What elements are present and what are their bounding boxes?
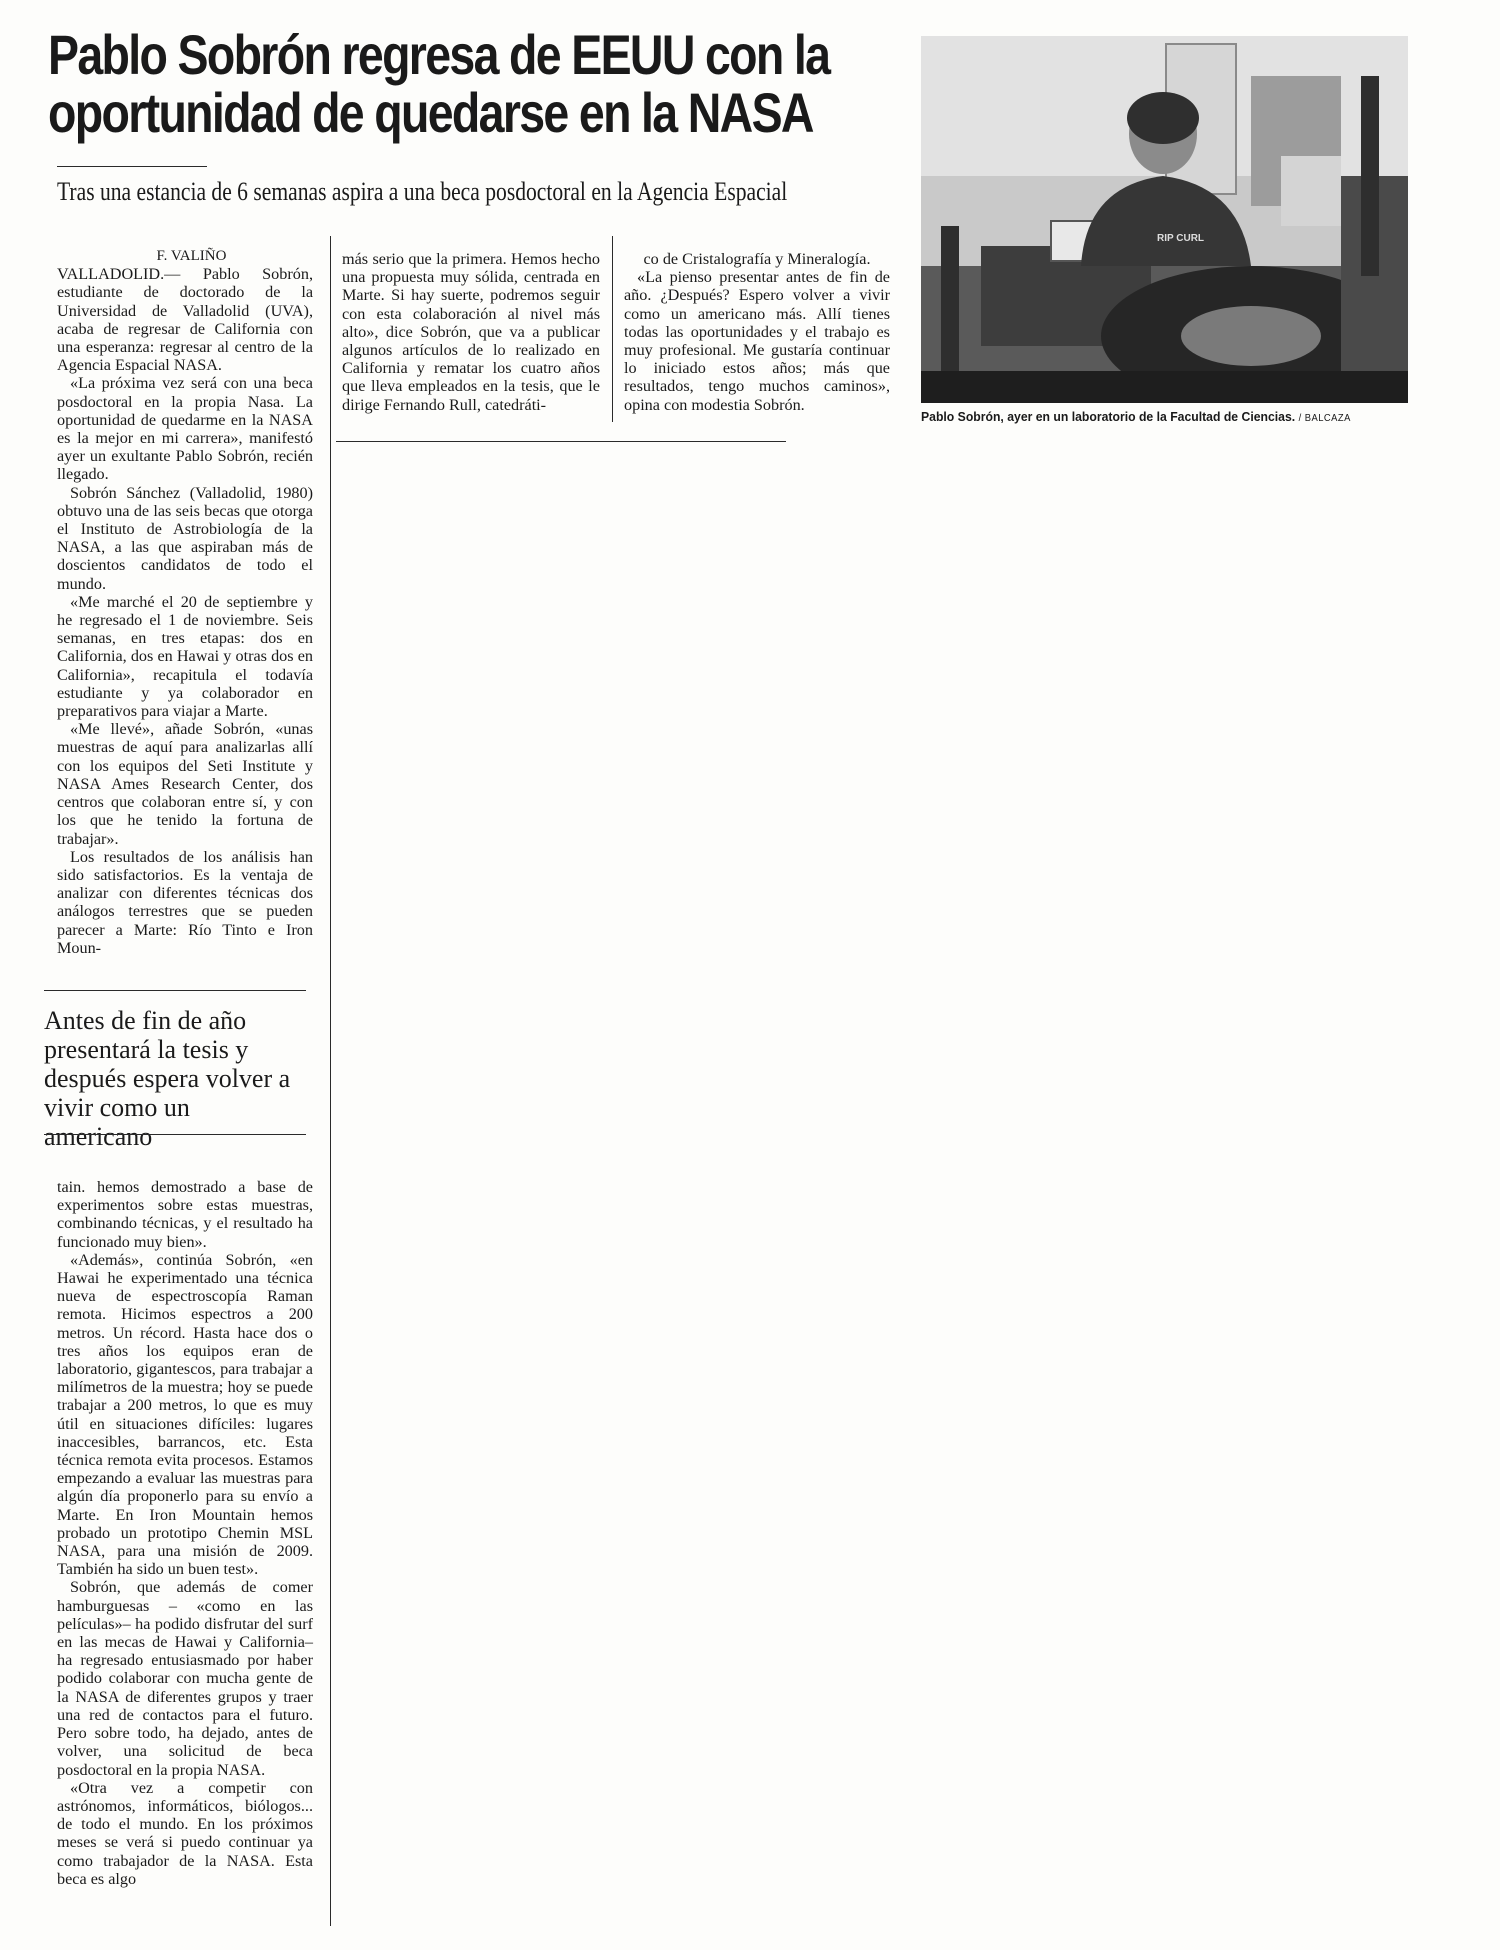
caption-text: Pablo Sobrón, ayer en un laboratorio de la Facultad de Ciencias. xyxy=(921,409,1296,424)
paragraph: «La próxima vez será con una beca posdoctoral en la propia Nasa. La oportunidad de quedarme en la NASA es la mejor en mi carrera», manifestó ayer un exultante Pablo Sobrón, recién llegado. xyxy=(57,374,313,484)
column-divider xyxy=(612,236,613,422)
column-1-upper xyxy=(57,247,313,957)
photo-caption xyxy=(921,409,1391,424)
paragraph: «La pienso presentar antes de fin de año. ¿Después? Espero volver a vivir como un americano más. Allí tienes todas las oportunidades y el trabajo es muy profesional. Me gustaría continuar lo iniciado estos años; más que resultados, tengo muchos caminos», opina con modestia Sobrón. xyxy=(624,268,890,414)
pullquote-bottom-rule xyxy=(44,1134,306,1135)
paragraph: «Me marché el 20 de septiembre y he regresado el 1 de noviembre. Seis semanas, en tres etapas: dos en California, dos en Hawai y otras dos en California», recapitula el todavía estudiante y ya colaborador en preparativos para viajar a Marte. xyxy=(57,592,313,721)
headline-line: oportunidad de quedarse en la NASA xyxy=(48,81,813,144)
paragraph: Sobrón Sánchez (Valladolid, 1980) obtuvo una de las seis becas que otorga el Instituto de Astrobiología de la NASA, a las que aspiraban más de doscientos candidatos de todo el mundo. xyxy=(57,483,313,593)
pullquote: Antes de fin de año presentará la tesis y después espera volver a vivir como un americano xyxy=(44,1006,291,1151)
paragraph: Los resultados de los análisis han sido satisfactorios. Es la ventaja de analizar con diferentes técnicas dos análogos terrestres que se pueden parecer a Marte: Río Tinto e Iron Moun- xyxy=(57,847,313,957)
column-3 xyxy=(624,250,890,414)
column-1-lower xyxy=(57,1178,313,1888)
byline: F. VALIÑO xyxy=(156,248,227,264)
paragraph: VALLADOLID.— Pablo Sobrón, estudiante de doctorado de la Universidad de Valladolid (UVA), acaba de regresar de California con una esperanza: regresar al centro de la Agencia Espacial NASA. xyxy=(57,265,313,375)
paragraph: más serio que la primera. Hemos hecho una propuesta muy sólida, centrada en Marte. Si hay suerte, podremos seguir con esta colaboración al nivel más alto», dice Sobrón, que va a publicar algunos artículos de lo realizado en California y rematar los cuatro años que lleva empleados en la tesis, que le dirige Fernando Rull, catedráti- xyxy=(342,250,600,414)
paragraph: «Otra vez a competir con astrónomos, informáticos, biólogos... de todo el mundo. En los próximos meses se verá si puedo continuar ya como trabajador de la NASA. Esta beca es algo xyxy=(57,1778,313,1888)
paragraph: co de Cristalografía y Mineralogía. xyxy=(643,250,871,268)
photo-credit: / BALCAZA xyxy=(1298,413,1351,424)
shirt-logo: RIP CURL xyxy=(1157,233,1205,244)
column-2 xyxy=(342,250,600,414)
subhead-rule xyxy=(57,166,207,167)
column-end-rule xyxy=(336,441,786,442)
headline xyxy=(48,23,830,144)
paragraph: tain. hemos demostrado a base de experimentos sobre estas muestras, combinando técnicas, y el resultado ha funcionado muy bien». xyxy=(57,1178,313,1251)
paragraph: «Me llevé», añade Sobrón, «unas muestras de aquí para analizarlas allí con los equipos del Seti Institute y NASA Ames Research Center, dos centros que colaboran entre sí, y con los que he tenido la fortuna de trabajar». xyxy=(57,720,313,848)
article-photo xyxy=(921,36,1408,403)
paragraph: Sobrón, que además de comer hamburguesas – «como en las películas»– ha podido disfrutar del surf en las mecas de Hawai y California– ha regresado entusiasmado por haber podido colaborar con mucha gente de la NASA de diferentes grupos y traer una red de contactos para el futuro. Pero sobre todo, ha dejado, antes de volver, una solicitud de beca posdoctoral en la propia NASA. xyxy=(57,1578,313,1779)
column-divider xyxy=(330,236,331,1926)
headline-line: Pablo Sobrón regresa de EEUU con la xyxy=(48,23,830,86)
pullquote-top-rule xyxy=(44,990,306,991)
paragraph: «Además», continúa Sobrón, «en Hawai he experimentado una técnica nueva de espectroscopía Raman remota. Hicimos espectros a 200 metros. Un récord. Hasta hace dos o tres años los equipos eran de laboratorio, gigantescos, para trabajar a milímetros de la muestra; hoy se puede trabajar a 200 metros, lo que es muy útil en situaciones difíciles: lugares inaccesibles, barrancos, etc. Esta técnica remota evita procesos. Estamos empezando a evaluar las muestras para algún día proponerlo para su envío a Marte. En Iron Mountain hemos probado un prototipo Chemin MSL NASA, para una misión de 2009. También ha sido un buen test». xyxy=(57,1250,313,1579)
subheadline: Tras una estancia de 6 semanas aspira a una beca posdoctoral en la Agencia Espacial xyxy=(57,177,788,206)
